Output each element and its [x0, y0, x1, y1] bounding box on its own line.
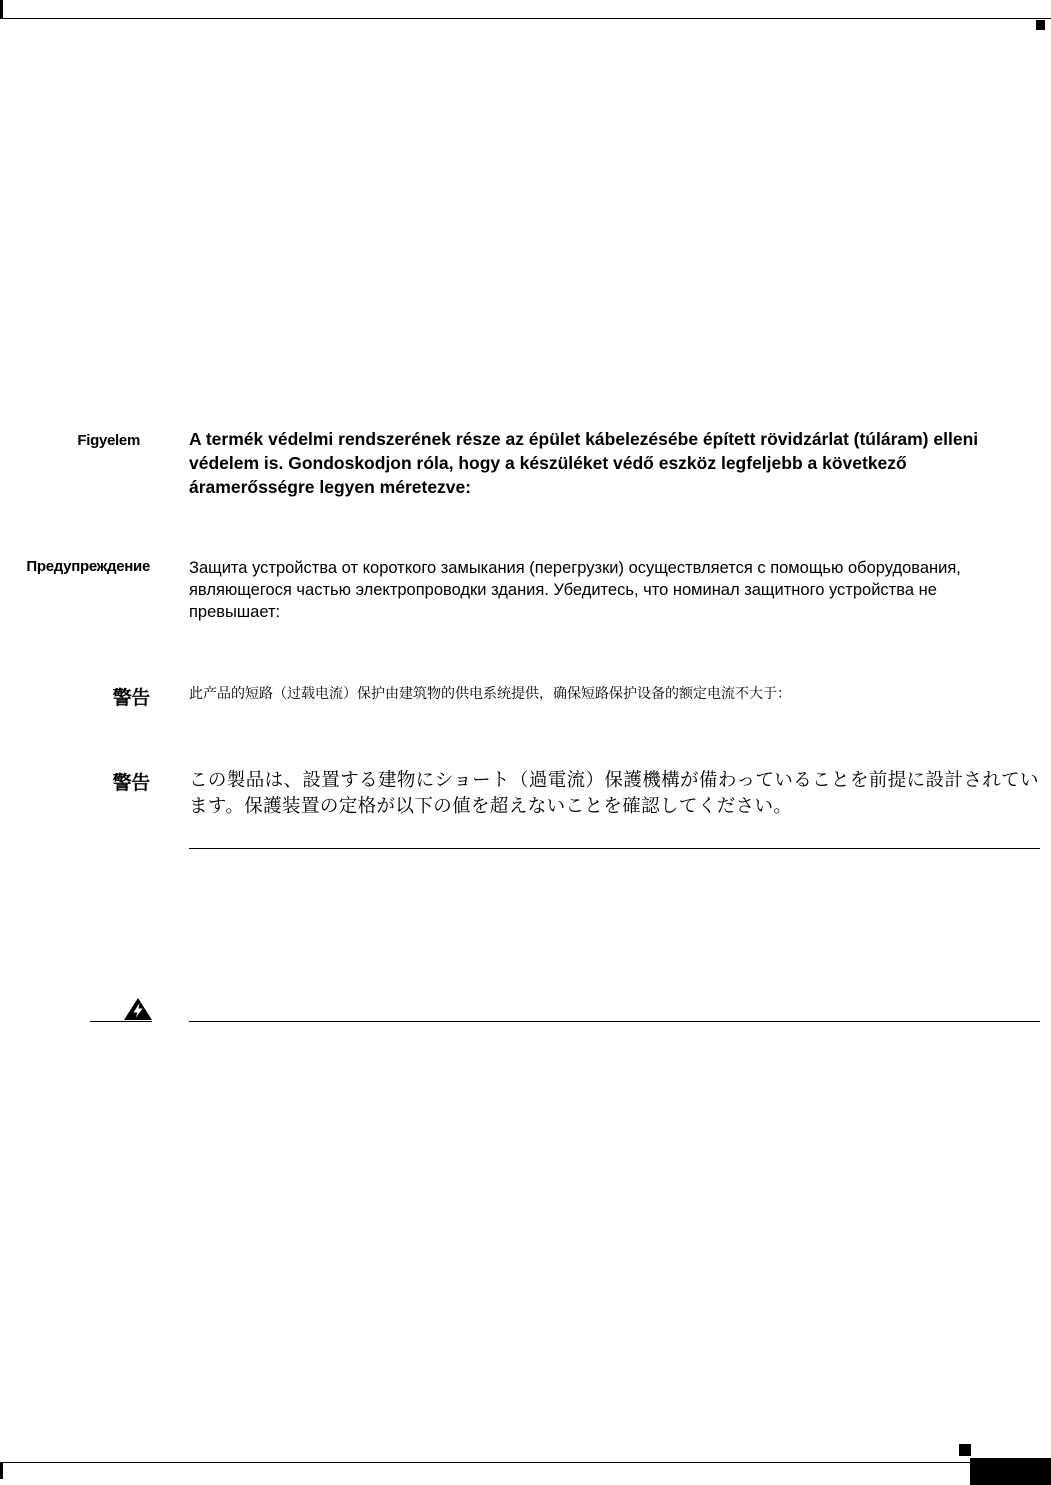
- warning-label-chinese: 警告: [112, 688, 150, 709]
- warning-block-end-rule: [189, 848, 1040, 849]
- warning-text-japanese: この製品は、設置する建物にショート（過電流）保護機構が備わっていることを前提に設計されています。保護装置の定格が以下の値を超えないことを確認してください。: [189, 770, 1039, 817]
- warning-text-russian: Защита устройства от короткого замыкания (перегрузки) осуществляется с помощью оборудования, являющегося частью электропроводки здания. Убедитесь, что номинал защитного устройства не превышает:: [189, 559, 961, 621]
- warning-icon: [121, 996, 155, 1022]
- footer-tick-left: [0, 1462, 3, 1479]
- footer-rule: [0, 1462, 971, 1463]
- header-tick-left: [0, 0, 3, 19]
- footer-corner-mark: [959, 1444, 971, 1456]
- warning-label-russian: Предупреждение: [26, 558, 150, 575]
- warning-label-hungarian: Figyelem: [77, 432, 140, 449]
- header-corner-mark: [1036, 20, 1045, 30]
- warning-text-chinese: 此产品的短路（过载电流）保护由建筑物的供电系统提供，确保短路保护设备的额定电流不大于：: [189, 686, 791, 702]
- warning-text-hungarian: A termék védelmi rendszerének része az épület kábelezésébe épített rövidzárlat (túláram) elleni védelem is. Gondoskodjon róla, hogy a készüléket védő eszköz legfeljebb a következő áramerősségre legyen méretezve:: [189, 429, 979, 497]
- header-rule: [0, 18, 1051, 19]
- warning-header-rule: [189, 1021, 1040, 1022]
- warning-header-rule-short: [90, 1021, 152, 1022]
- footer-page-tab: [970, 1458, 1051, 1485]
- warning-label-japanese: 警告: [112, 773, 150, 794]
